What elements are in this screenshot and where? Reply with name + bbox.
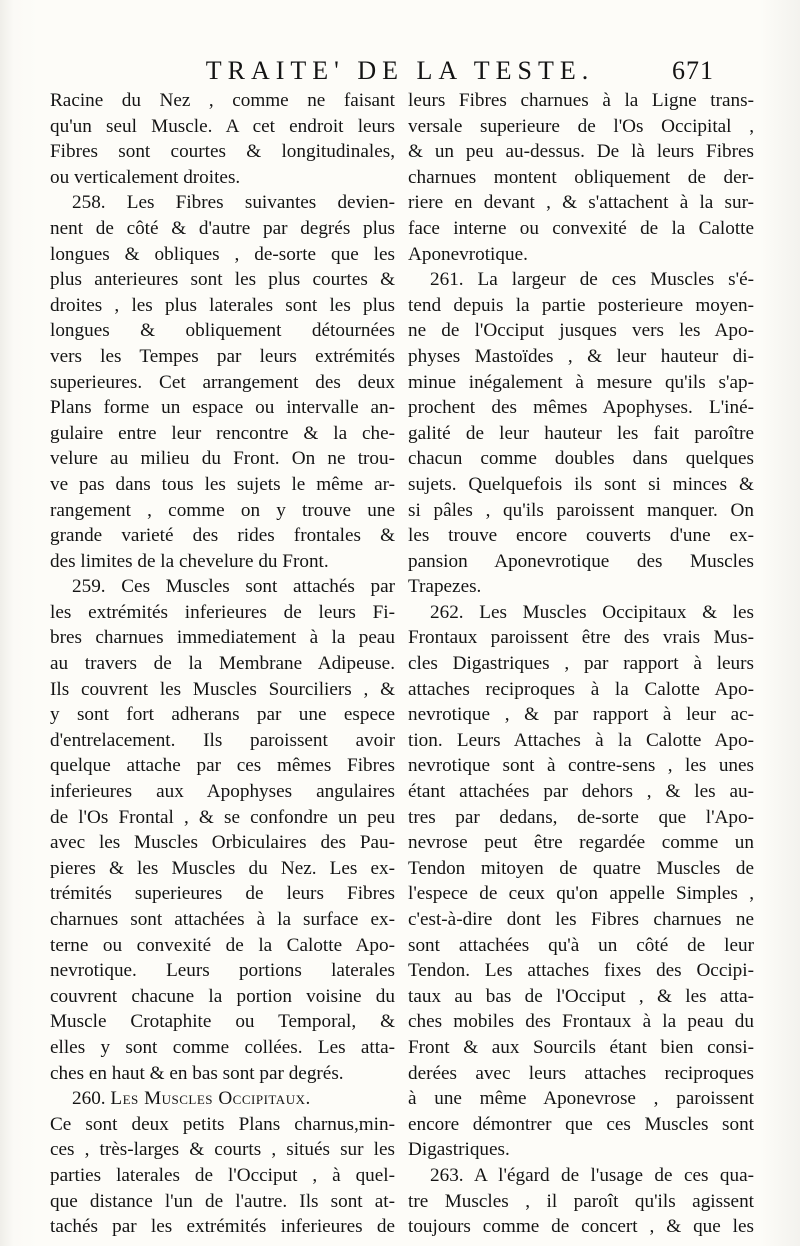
text-line: ve pas dans tous les sujets le même ar- [50,473,395,495]
text-line: tre Muscles , il paroît qu'ils agissent [408,1190,754,1212]
text-line: que distance l'un de l'autre. Ils sont at- [50,1190,395,1212]
text-line: longues & obliquement détournées [50,320,395,342]
text-line: au travers de la Membrane Adipeuse. [50,653,395,675]
text-line: Tendon. Les attaches fixes des Occipi- [408,960,754,982]
text-line: sont attachées qu'à un côté de leur [408,934,754,956]
text-line: 262. Les Muscles Occipitaux & les [430,601,754,623]
text-line: Ils couvrent les Muscles Sourciliers , & [50,678,395,700]
text-line: rangement , comme on y trouve une [50,499,395,521]
text-line: c'est-à-dire dont les Fibres charnues ne [408,909,754,930]
text-line: longues & obliques , de-sorte que les [50,243,395,265]
text-line: qu'un seul Muscle. A cet endroit leurs [50,115,395,137]
text-line: nevrotique sont à contre-sens , les unes [408,755,754,777]
text-line: ches en haut & en bas sont par degrés. [50,1062,344,1084]
text-line: superieures. Cet arrangement des deux [50,371,395,393]
text-line: ches mobiles des Frontaux à la peau du [408,1011,754,1033]
text-line: face interne ou convexité de la Calotte [408,217,754,239]
text-line: nevrotique. Leurs portions laterales [50,960,395,982]
text-line: Aponevrotique. [408,243,528,265]
text-line: ne de l'Occiput jusques vers les Apo- [408,320,754,342]
text-line: velure au milieu du Front. On ne trou- [50,448,395,470]
text-line: & un peu au-dessus. De là leurs Fibres [408,141,754,163]
text-line: vers les Tempes par leurs extrémités [50,345,395,367]
text-line: minue inégalement à mesure qu'ils s'ap- [408,371,754,393]
right-text-column [408,88,754,1240]
text-line: terne ou convexité de la Calotte Apo- [50,934,395,956]
text-line: les extrémités inferieures de leurs Fi- [50,601,395,623]
text-line: chacun comme doubles dans quelques [408,448,754,470]
text-line: avec les Muscles Orbiculaires des Pau- [50,832,395,854]
text-line: Tendon mitoyen de quatre Muscles de [408,857,754,879]
text-line: Frontaux paroissent être des vrais Mus- [408,627,754,649]
text-line: taux au bas de l'Occiput , & les atta- [408,985,754,1007]
text-line: Muscle Crotaphite ou Temporal, & [50,1011,395,1033]
text-line: d'entrelacement. Ils paroissent avoir [50,729,395,751]
text-line: attaches reciproques à la Calotte Apo- [408,678,754,700]
text-line: 261. La largeur de ces Muscles s'é- [430,269,754,291]
text-line: bres charnues immediatement à la peau [50,627,395,649]
text-line: tend depuis la partie posterieure moyen- [408,294,754,316]
text-line: elles y sont comme collées. Les atta- [50,1036,395,1058]
text-line: encore démontrer que ces Muscles sont [408,1113,754,1135]
text-line: nent de côté & d'autre par degrés plus [50,217,395,239]
text-line: pansion Aponevrotique des Muscles [408,550,754,572]
text-line: quelque attache par ces mêmes Fibres [50,755,395,777]
text-line: grande varieté des rides frontales & [50,525,395,547]
text-line: charnues montent obliquement de der- [408,166,754,188]
text-line: de l'Os Frontal , & se confondre un peu [50,806,395,828]
text-line: 263. A l'égard de l'usage de ces qua- [430,1164,754,1186]
text-line: tion. Leurs Attaches à la Calotte Apo- [408,729,754,751]
text-line: ces , très-larges & courts , situés sur les [50,1139,395,1161]
text-line: droites , les plus laterales sont les plus [50,294,395,316]
text-line: ou verticalement droites. [50,166,241,188]
text-line: prochent des mêmes Apophyses. L'iné- [408,397,754,419]
text-line: Trapezes. [408,576,482,598]
text-line: derées avec leurs attaches reciproques [408,1062,754,1084]
text-line: des limites de la chevelure du Front. [50,550,329,572]
text-line: versale superieure de l'Os Occipital , [408,115,754,137]
text-line: nevrotique , & par rapport à leur ac- [408,704,754,726]
text-line: inferieures aux Apophyses angulaires [50,781,395,803]
page-number: 671 [672,56,714,85]
text-line: 258. Les Fibres suivantes devien- [72,192,395,214]
text-line: gulaire entre leur rencontre & la che- [50,422,395,444]
text-line: Racine du Nez , comme ne faisant [50,90,395,111]
text-line: charnues sont attachées à la surface ex- [50,909,395,930]
text-line: pieres & les Muscles du Nez. Les ex- [50,857,395,879]
text-line: à une même Aponevrose , paroissent [408,1088,754,1110]
text-line: Ce sont deux petits Plans charnus,min- [50,1113,395,1135]
text-line: physes Mastoïdes , & leur hauteur di- [408,345,754,367]
text-line: nevrose peut être regardée comme un [408,832,754,854]
text-line: tres par dedans, de-sorte que l'Apo- [408,806,754,828]
text-line: si pâles , qu'ils paroissent manquer. On [408,499,754,521]
text-line: étant attachées par dehors , & les au- [408,781,754,803]
text-line: parties laterales de l'Occiput , à quel- [50,1164,395,1186]
text-line: y sont fort adherans par une espece [50,704,395,726]
text-line: plus anterieures sont les plus courtes & [50,269,395,291]
text-line: Front & aux Sourcils étant bien consi- [408,1036,754,1058]
text-line: 260. Les Muscles Occipitaux. [72,1088,311,1110]
text-line: couvrent chacune la portion voisine du [50,985,395,1007]
text-line: sujets. Quelquefois ils sont si minces & [408,473,754,495]
text-line: galité de leur hauteur les fait paroître [408,422,754,444]
text-line: Fibres sont courtes & longitudinales, [50,141,395,163]
text-line: l'espece de ceux qu'on appelle Simples , [408,883,754,905]
running-title: TRAITE' DE LA TESTE. [205,56,595,85]
text-line: trémités superieures de leurs Fibres [50,883,395,905]
text-line: Digastriques. [408,1139,510,1161]
text-line: toujours comme de concert , & que les [408,1216,754,1238]
text-line: les trouve encore couverts d'une ex- [408,525,754,547]
text-line: tachés par les extrémités inferieures de [50,1216,395,1238]
text-line: 259. Ces Muscles sont attachés par [72,576,395,598]
text-line: cles Digastriques , par rapport à leurs [408,653,754,675]
text-line: Plans forme un espace ou intervalle an- [50,397,395,419]
text-line: riere en devant , & s'attachent à la sur- [408,192,754,214]
left-text-column [50,88,395,1240]
text-line: leurs Fibres charnues à la Ligne trans- [408,90,754,111]
